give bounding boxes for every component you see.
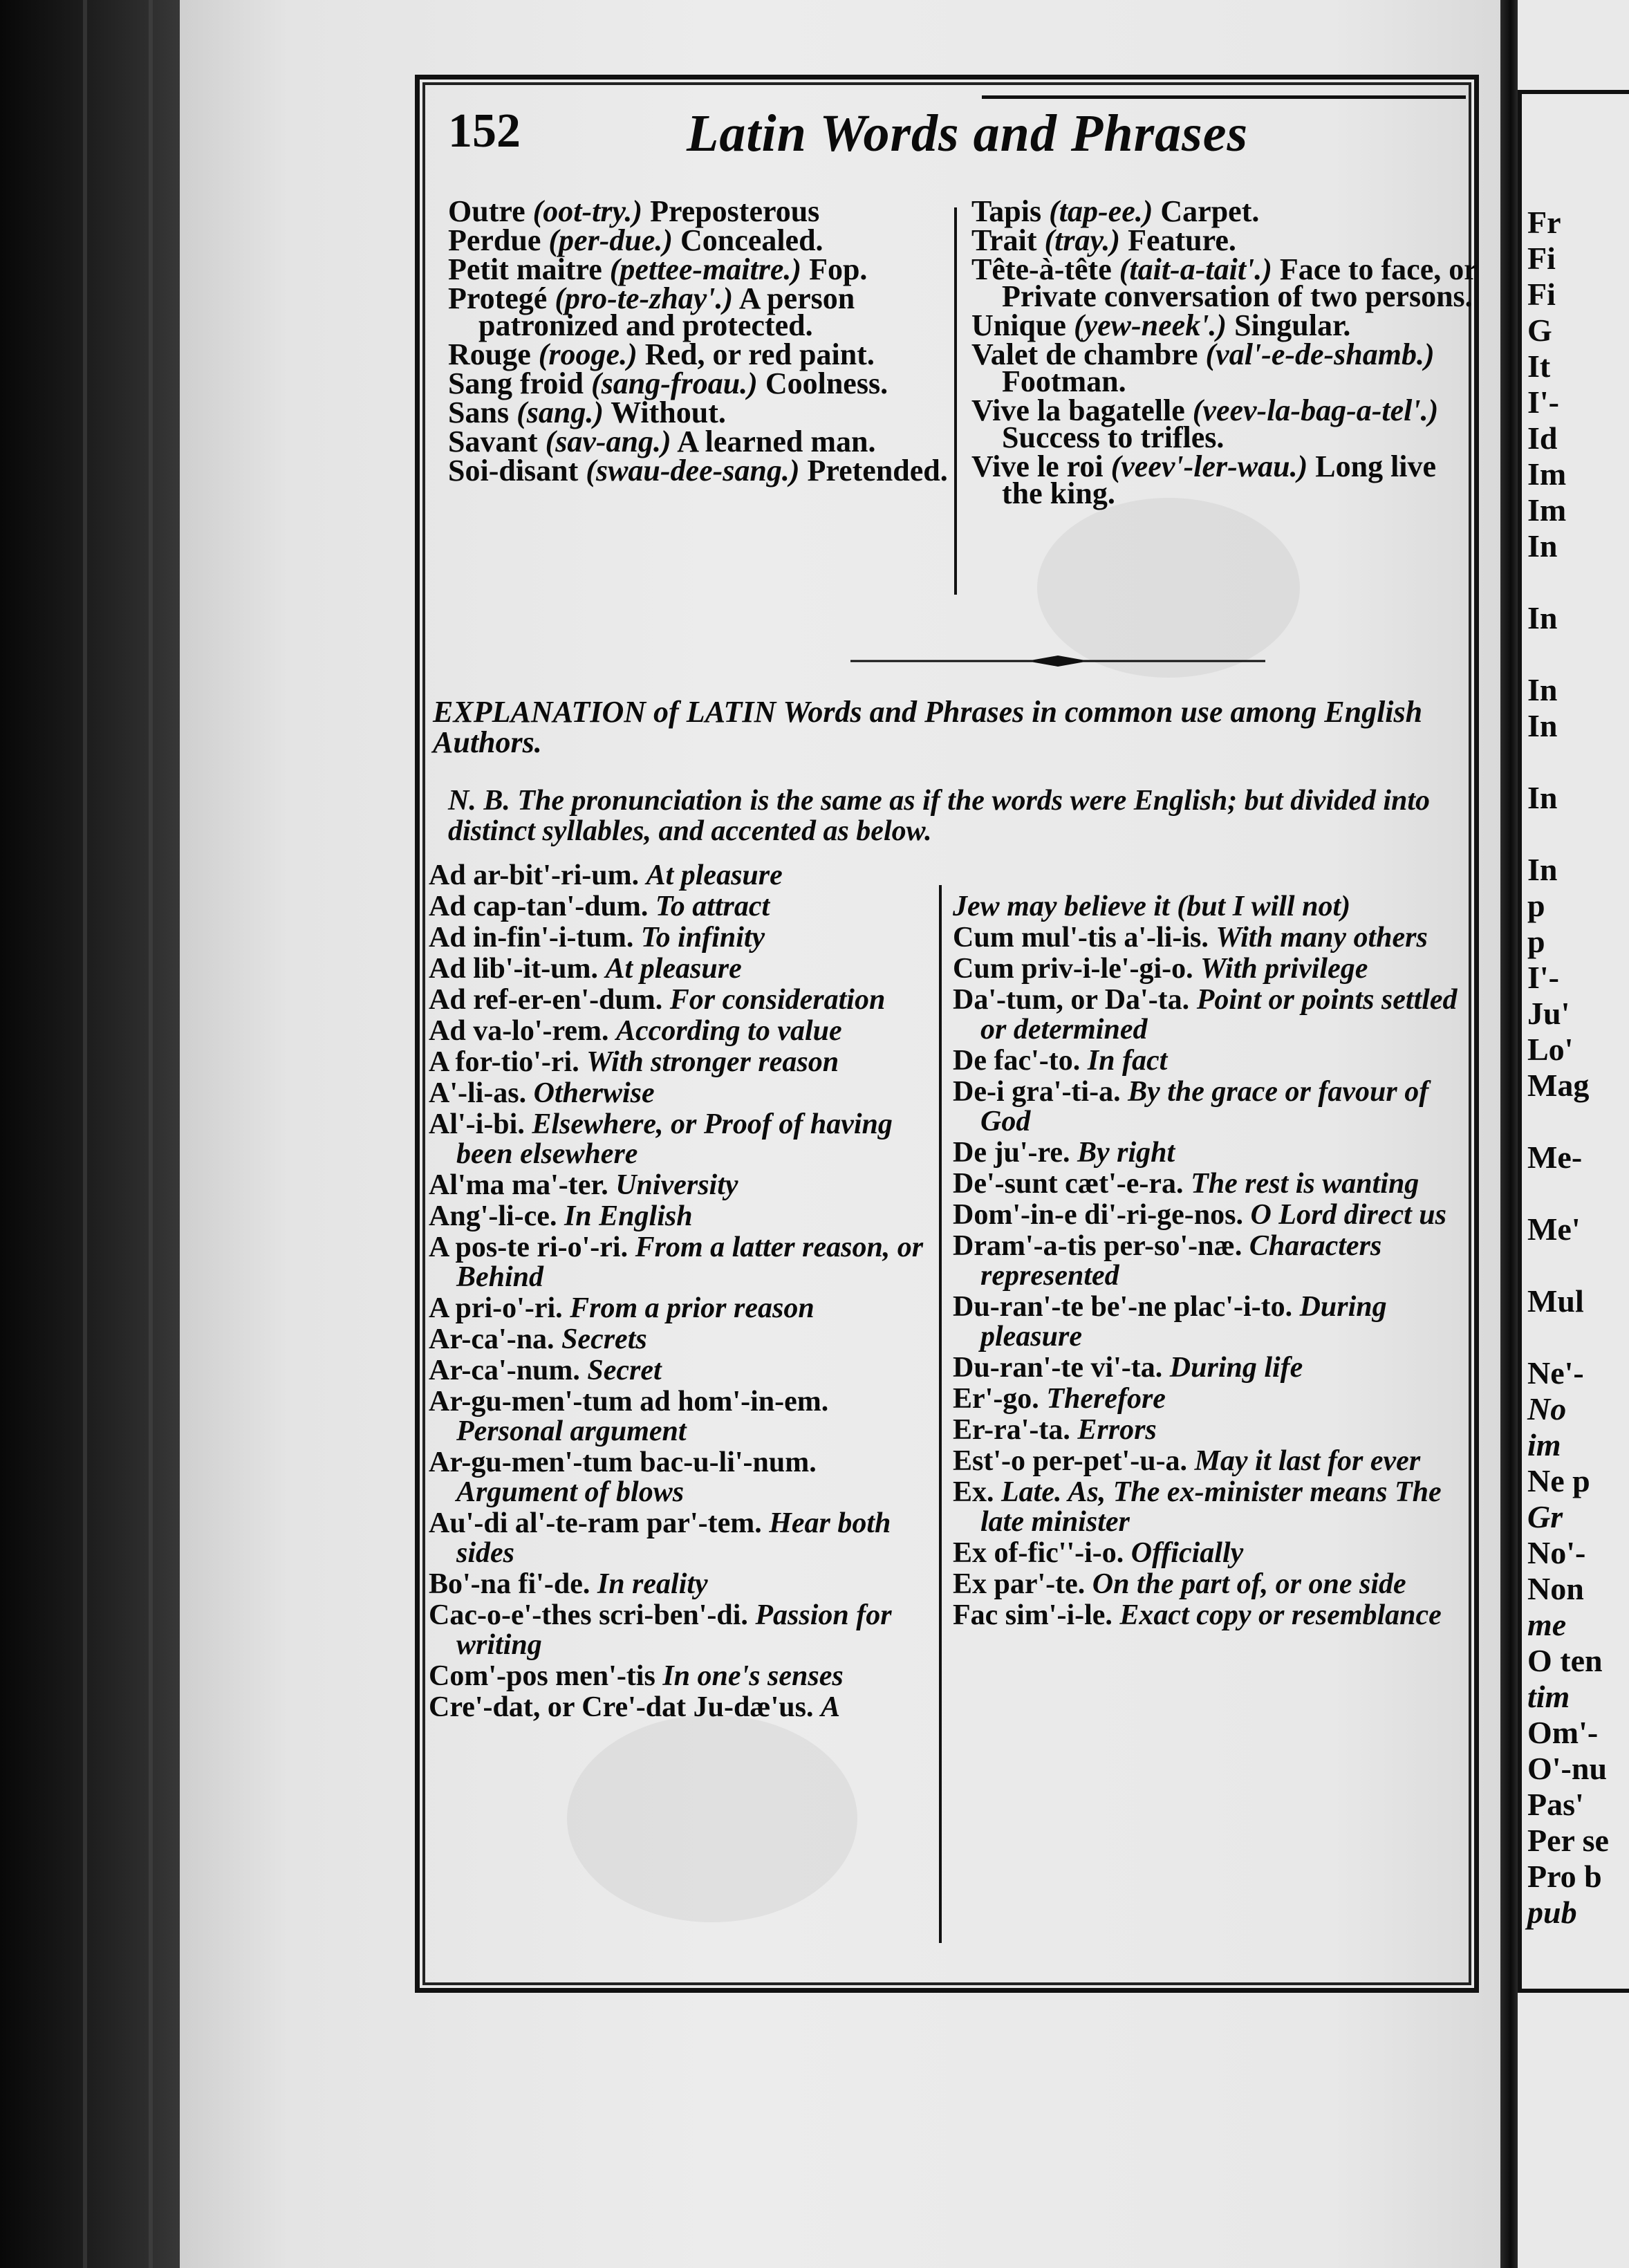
entry-meaning: Therefore [1046, 1383, 1166, 1415]
entry-gloss: Success to trifles. [1002, 420, 1225, 454]
entry-term: A pri-o'-ri. [429, 1292, 563, 1324]
latin-entry [953, 1353, 1458, 1383]
latin-entry [429, 1294, 932, 1323]
entry-pronunciation: (sang.) [516, 396, 604, 429]
entry-term: Cum mul'-tis a'-li-is. [953, 922, 1209, 954]
entry-term: Al'ma ma'-ter. [429, 1169, 608, 1201]
entry-meaning: Characters represented [980, 1230, 1382, 1292]
latin-entry [429, 1601, 932, 1660]
facing-page-line: p [1527, 924, 1545, 959]
french-entry [448, 366, 949, 400]
latin-phrases-left-column [429, 861, 932, 1724]
entry-term: Ex of-fic''-i-o. [953, 1537, 1124, 1569]
facing-page-line: p [1527, 888, 1545, 923]
entry-gloss: Feature. [1128, 223, 1236, 257]
entry-meaning: In one's senses [662, 1660, 844, 1692]
latin-entry [953, 1231, 1458, 1291]
facing-page-text [1522, 206, 1609, 1932]
facing-page-line: Pas' [1527, 1787, 1584, 1822]
entry-term: Vive la bagatelle [971, 393, 1185, 427]
facing-page-line: Ne'- [1527, 1355, 1584, 1391]
entry-term: A'-li-as. [429, 1077, 527, 1109]
entry-meaning: University [615, 1169, 738, 1201]
entry-meaning: Hear both sides [456, 1507, 891, 1569]
binding-edge [83, 0, 87, 2268]
running-head-title: Latin Words and Phrases [687, 104, 1249, 162]
entry-term: Da'-tum, or Da'-ta. [953, 984, 1190, 1016]
entry-gloss: Long live the king. [1002, 449, 1437, 510]
entry-meaning: At pleasure [605, 953, 742, 985]
entry-term: Al'-i-bi. [429, 1108, 525, 1140]
entry-meaning: From a latter reason, or Behind [456, 1231, 924, 1293]
facing-page-line [1522, 1321, 1609, 1357]
entry-pronunciation: (veev-la-bag-a-tel'.) [1192, 393, 1439, 427]
facing-page-line [1522, 566, 1609, 602]
entry-pronunciation: (veev'-ler-wau.) [1110, 449, 1308, 483]
entry-term: Com'-pos men'-tis [429, 1660, 655, 1692]
entry-term: Vive le roi [971, 449, 1104, 483]
latin-entry [953, 985, 1458, 1045]
facing-page-line: Fi [1527, 277, 1556, 312]
latin-entry [953, 1478, 1458, 1537]
entry-pronunciation: (sang-froau.) [591, 366, 758, 400]
entry-term: Fac sim'-i-le. [953, 1599, 1113, 1631]
entry-term: Au'-di al'-te-ram par'-tem. [429, 1507, 762, 1539]
facing-page-line: It [1527, 348, 1551, 384]
entry-term: Valet de chambre [971, 337, 1198, 371]
entry-meaning: Secret [587, 1355, 662, 1386]
section-title: EXPLANATION of LATIN Words and Phrases in common use among English Authors. [433, 695, 1423, 759]
facing-page-line: Lo' [1527, 1032, 1574, 1067]
entry-gloss: Preposterous [650, 194, 820, 228]
entry-meaning: From a prior reason [570, 1292, 814, 1324]
french-entry [971, 194, 1480, 228]
latin-entry [953, 1447, 1458, 1476]
facing-page-line: Pro b [1527, 1859, 1602, 1894]
facing-page-line: pub [1527, 1895, 1577, 1930]
facing-page-line: tim [1527, 1679, 1570, 1714]
latin-entry [429, 1662, 932, 1691]
latin-entry [953, 1384, 1458, 1414]
latin-entry [953, 1570, 1458, 1599]
latin-entry [953, 892, 1458, 922]
entry-gloss: Footman. [1002, 364, 1126, 398]
latin-phrases-right-column [953, 892, 1458, 1632]
french-entry [971, 252, 1480, 313]
entry-term: Ar-ca'-num. [429, 1355, 580, 1386]
entry-meaning: In English [564, 1200, 693, 1232]
entry-meaning: During pleasure [980, 1291, 1387, 1353]
note-label: N. B. [448, 785, 510, 817]
entry-meaning: Late. As, The ex-minister means The late minister [980, 1476, 1442, 1538]
facing-page-line: Id [1527, 420, 1558, 456]
latin-entry [429, 985, 932, 1015]
french-entry [448, 396, 949, 429]
facing-page-line: me [1527, 1607, 1567, 1642]
french-entry [448, 425, 949, 458]
facing-page-line: Me' [1527, 1211, 1581, 1247]
latin-entry [953, 1200, 1458, 1230]
entry-term: Tapis [971, 194, 1042, 228]
entry-term: Tête-à-tête [971, 252, 1112, 286]
facing-page-line: Im [1527, 492, 1567, 528]
latin-entry [429, 1570, 932, 1599]
french-entry [448, 454, 949, 487]
facing-page-line: O'-nu [1527, 1751, 1608, 1786]
entry-meaning: Errors [1077, 1414, 1157, 1446]
facing-page-line: Im [1527, 456, 1567, 492]
entry-term: Cre'-dat, or Cre'-dat Ju-dæ'us. [429, 1691, 814, 1723]
header-rule [982, 95, 1466, 99]
entry-meaning: According to value [616, 1015, 842, 1047]
entry-term: Ad cap-tan'-dum. [429, 891, 649, 922]
facing-page-line: im [1527, 1427, 1561, 1462]
entry-gloss: Face to face, or Private conversation of two persons. [1002, 252, 1477, 313]
facing-page-line [1522, 1177, 1609, 1213]
entry-gloss: A person patronized and protected. [478, 281, 855, 342]
facing-page-line [1522, 745, 1609, 781]
entry-meaning: For consideration [669, 984, 886, 1016]
facing-page-line: No'- [1527, 1535, 1586, 1570]
facing-page-line: Ne p [1527, 1463, 1590, 1498]
entry-term: De-i gra'-ti-a. [953, 1076, 1121, 1108]
entry-term: Ex. [953, 1476, 994, 1508]
entry-term: Trait [971, 223, 1037, 257]
entry-term: Bo'-na fi'-de. [429, 1568, 590, 1600]
french-entry [971, 308, 1480, 342]
french-entry [971, 337, 1480, 398]
entry-term: Ad ar-bit'-ri-um. [429, 859, 640, 891]
entry-term: Er-ra'-ta. [953, 1414, 1070, 1446]
facing-page-line: In [1527, 528, 1558, 564]
entry-meaning: May it last for ever [1194, 1445, 1421, 1477]
latin-entry [953, 954, 1458, 984]
latin-entry [429, 1079, 932, 1108]
entry-term: De ju'-re. [953, 1137, 1070, 1169]
entry-term: Sans [448, 396, 510, 429]
entry-meaning: Elsewhere, or Proof of having been elsewhere [456, 1108, 893, 1170]
entry-meaning: A [821, 1691, 841, 1723]
facing-page-line: G [1527, 313, 1552, 348]
entry-term: Est'-o per-pet'-u-a. [953, 1445, 1188, 1477]
entry-meaning: To attract [655, 891, 770, 922]
page-number: 152 [448, 104, 521, 158]
entry-meaning: To infinity [640, 922, 765, 954]
facing-page-line: In [1527, 600, 1558, 635]
entry-gloss: Coolness. [765, 366, 888, 400]
facing-page [1518, 0, 1629, 2268]
entry-gloss: Concealed. [680, 223, 823, 257]
entry-term: De'-sunt cæt'-e-ra. [953, 1168, 1184, 1200]
facing-page-line: I'- [1527, 384, 1559, 420]
entry-meaning: In fact [1087, 1045, 1168, 1077]
entry-meaning: Jew may believe it (but I will not) [953, 891, 1351, 922]
facing-page-line: O ten [1527, 1643, 1603, 1678]
latin-entry [429, 1110, 932, 1169]
entry-meaning: On the part of, or one side [1092, 1568, 1406, 1600]
latin-entry [953, 1415, 1458, 1445]
french-phrases-right-column [971, 194, 1480, 510]
latin-entry [953, 1138, 1458, 1168]
facing-page-line: Fi [1527, 241, 1556, 276]
entry-pronunciation: (tray.) [1044, 223, 1121, 257]
note-text: The pronunciation is the same as if the words were English; but divided into distinct syllables, and accented as below. [448, 785, 1431, 847]
entry-meaning: By right [1077, 1137, 1175, 1169]
latin-entry [429, 1509, 932, 1568]
latin-entry [429, 954, 932, 984]
french-entry [448, 337, 949, 371]
entry-pronunciation: (rooge.) [538, 337, 637, 371]
latin-entry [429, 1448, 932, 1507]
facing-page-line [1522, 1249, 1609, 1285]
french-entry [971, 449, 1480, 510]
entry-meaning: With privilege [1200, 953, 1368, 985]
facing-page-line: Om'- [1527, 1715, 1599, 1750]
latin-entry [429, 1387, 932, 1447]
entry-meaning: In reality [597, 1568, 708, 1600]
latin-entry [429, 1325, 932, 1355]
entry-meaning: Otherwise [533, 1077, 655, 1109]
entry-term: Savant [448, 425, 538, 458]
entry-pronunciation: (swau-dee-sang.) [586, 454, 800, 487]
facing-page-line [1522, 638, 1609, 673]
latin-entry [953, 1292, 1458, 1352]
facing-page-line: In [1527, 852, 1558, 887]
facing-page-line: In [1527, 672, 1558, 707]
latin-entry [953, 1169, 1458, 1199]
facing-page-line: Mul [1527, 1283, 1584, 1319]
entry-term: Protegé [448, 281, 548, 315]
entry-pronunciation: (pettee-maitre.) [609, 252, 802, 286]
entry-pronunciation: (per-due.) [548, 223, 673, 257]
entry-pronunciation: (oot-try.) [532, 194, 643, 228]
entry-meaning: Exact copy or resemblance [1119, 1599, 1442, 1631]
latin-entry [429, 1233, 932, 1292]
entry-term: Unique [971, 308, 1066, 342]
entry-gloss: Fop. [809, 252, 868, 286]
facing-page-line: Fr [1527, 205, 1561, 240]
facing-page-line: Non [1527, 1571, 1584, 1606]
entry-term: Cum priv-i-le'-gi-o. [953, 953, 1193, 985]
entry-gloss: Pretended. [807, 454, 948, 487]
entry-term: De fac'-to. [953, 1045, 1081, 1077]
entry-term: Ar-ca'-na. [429, 1323, 555, 1355]
entry-term: A pos-te ri-o'-ri. [429, 1231, 629, 1263]
latin-entry [429, 1693, 932, 1722]
entry-term: Ad lib'-it-um. [429, 953, 599, 985]
entry-term: Ad va-lo'-rem. [429, 1015, 609, 1047]
entry-pronunciation: (pro-te-zhay'.) [555, 281, 734, 315]
latin-entry [429, 892, 932, 922]
entry-term: Du-ran'-te vi'-ta. [953, 1352, 1163, 1384]
entry-meaning: By the grace or favour of God [980, 1076, 1429, 1137]
latin-entry [429, 861, 932, 891]
entry-pronunciation: (val'-e-de-shamb.) [1205, 337, 1435, 371]
latin-entry [953, 1046, 1458, 1076]
french-phrases-left-column [448, 194, 949, 487]
entry-pronunciation: (tap-ee.) [1049, 194, 1153, 228]
section-divider-ornament [850, 656, 1265, 667]
entry-term: Petit maitre [448, 252, 602, 286]
facing-page-line: In [1527, 708, 1558, 743]
latin-entry [429, 923, 932, 953]
latin-entry [429, 1202, 932, 1231]
latin-entry [953, 923, 1458, 953]
entry-term: Er'-go. [953, 1383, 1039, 1415]
entry-meaning: Argument of blows [456, 1476, 685, 1508]
facing-page-line: In [1527, 780, 1558, 815]
entry-pronunciation: (yew-neek'.) [1073, 308, 1227, 342]
entry-term: Cac-o-e'-thes scri-ben'-di. [429, 1599, 748, 1631]
french-entry [971, 223, 1480, 257]
french-entry [971, 393, 1480, 454]
book-binding [0, 0, 187, 2268]
facing-page-line: Gr [1527, 1499, 1563, 1534]
facing-page-line: Me- [1527, 1140, 1583, 1175]
entry-gloss: Carpet. [1160, 194, 1260, 228]
latin-entry [953, 1077, 1458, 1137]
entry-term: Ar-gu-men'-tum bac-u-li'-num. [429, 1447, 817, 1478]
entry-term: Ex par'-te. [953, 1568, 1086, 1600]
entry-gloss: Without. [611, 396, 726, 429]
facing-page-line: Ju' [1527, 996, 1570, 1031]
french-entry [448, 252, 949, 286]
entry-term: Ad in-fin'-i-tum. [429, 922, 634, 954]
entry-meaning: With many others [1216, 922, 1428, 954]
entry-meaning: With stronger reason [586, 1046, 839, 1078]
column-rule [954, 207, 957, 595]
binding-edge [149, 0, 153, 2268]
running-header [448, 104, 1464, 180]
entry-term: Ar-gu-men'-tum ad hom'-in-em. [429, 1386, 829, 1418]
entry-term: A for-tio'-ri. [429, 1046, 579, 1078]
entry-term: Soi-disant [448, 454, 579, 487]
entry-meaning: During life [1169, 1352, 1303, 1384]
facing-page-line: I'- [1527, 960, 1559, 995]
entry-gloss: Red, or red paint. [644, 337, 875, 371]
french-entry [448, 194, 949, 228]
entry-term: Du-ran'-te be'-ne plac'-i-to. [953, 1291, 1293, 1323]
entry-meaning: The rest is wanting [1191, 1168, 1419, 1200]
entry-pronunciation: (tait-a-tait'.) [1119, 252, 1272, 286]
latin-entry [953, 1539, 1458, 1568]
entry-term: Ang'-li-ce. [429, 1200, 557, 1232]
entry-meaning: At pleasure [646, 859, 783, 891]
latin-entry [429, 1356, 932, 1386]
entry-term: Outre [448, 194, 525, 228]
entry-term: Sang froid [448, 366, 584, 400]
entry-gloss: A learned man. [677, 425, 876, 458]
entry-term: Ad ref-er-en'-dum. [429, 984, 663, 1016]
latin-entry [429, 1048, 932, 1077]
entry-term: Dom'-in-e di'-ri-ge-nos. [953, 1199, 1243, 1231]
facing-page-line: Mag [1527, 1068, 1590, 1103]
entry-meaning: Officially [1130, 1537, 1244, 1569]
column-rule [939, 885, 942, 1943]
french-entry [448, 281, 949, 342]
entry-term: Perdue [448, 223, 541, 257]
facing-page-line: Per se [1527, 1823, 1609, 1858]
facing-page-line [1522, 817, 1609, 853]
entry-meaning: Passion for writing [456, 1599, 892, 1661]
french-entry [448, 223, 949, 257]
entry-pronunciation: (sav-ang.) [545, 425, 671, 458]
latin-entry [953, 1601, 1458, 1630]
entry-meaning: Secrets [561, 1323, 647, 1355]
pronunciation-note [448, 786, 1458, 846]
entry-meaning: Personal argument [456, 1415, 687, 1447]
latin-entry [429, 1016, 932, 1046]
entry-meaning: Point or points settled or determined [980, 984, 1458, 1045]
latin-entry [429, 1171, 932, 1200]
facing-page-line: No [1527, 1391, 1567, 1426]
facing-page-line [1522, 1105, 1609, 1141]
entry-term: Rouge [448, 337, 531, 371]
entry-meaning: O Lord direct us [1250, 1199, 1446, 1231]
entry-term: Dram'-a-tis per-so'-næ. [953, 1230, 1242, 1262]
entry-gloss: Singular. [1234, 308, 1351, 342]
